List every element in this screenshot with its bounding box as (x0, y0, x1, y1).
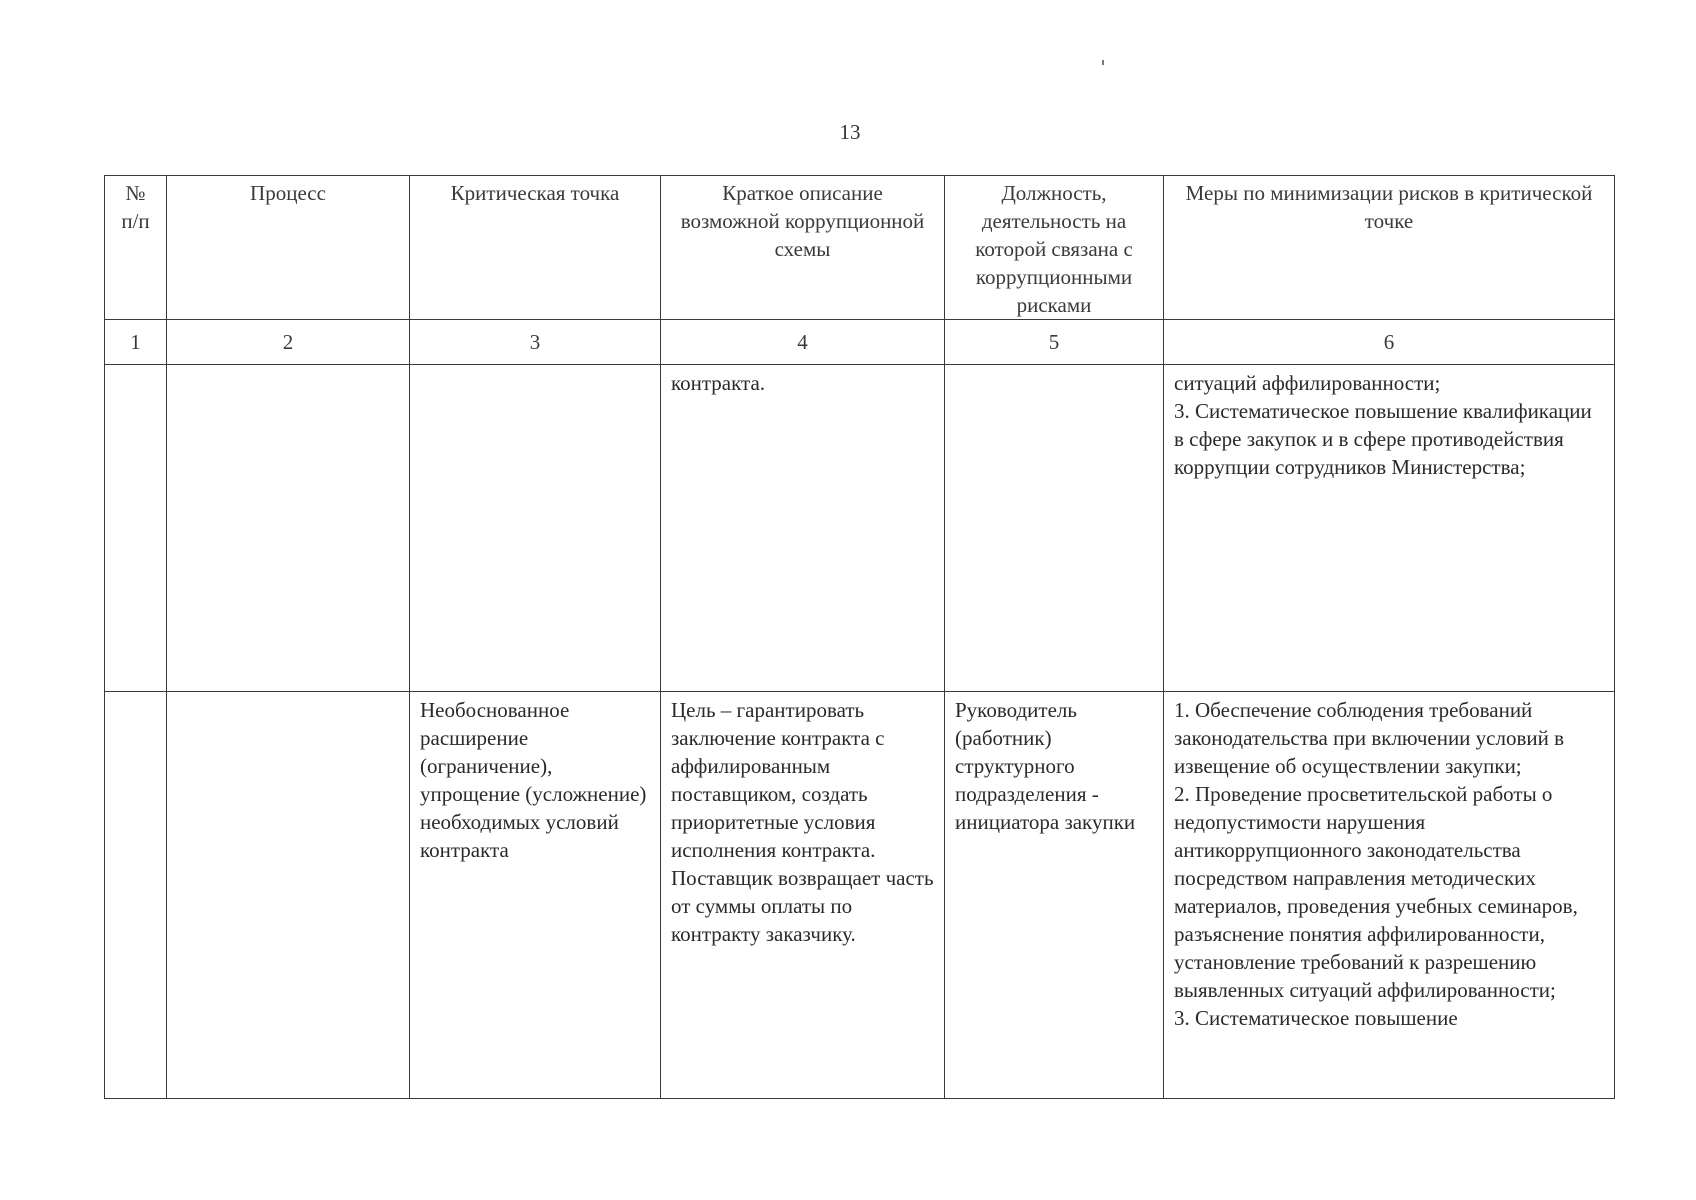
cell-process (167, 692, 410, 1099)
scan-speck (1102, 60, 1104, 65)
column-number-cell: 2 (167, 320, 410, 365)
cell-measures: 1. Обеспечение соблюдения требований законодательства при включении условий в извещение об осуществлении закупки; 2. Проведение просветительской работы о недопустимости нарушения антикоррупционного законодательства посредством направления методических материалов, проведения учебных семинаров, разъяснение понятия аффилированности, установление требований к разрешению выявленных ситуаций аффилированности; 3. Систематическое повышение (1164, 692, 1615, 1099)
header-cell-critical-point: Критическая точка (410, 176, 661, 320)
cell-position (945, 365, 1164, 692)
column-number-cell: 6 (1164, 320, 1615, 365)
page-number: 13 (839, 120, 861, 144)
header-cell-measures: Меры по минимизации рисков в критической точке (1164, 176, 1615, 320)
cell-scheme: контракта. (661, 365, 945, 692)
header-cell-position: Должность, деятельность на которой связана с коррупционными рисками (945, 176, 1164, 320)
column-number-cell: 3 (410, 320, 661, 365)
column-number-cell: 1 (105, 320, 167, 365)
header-cell-process: Процесс (167, 176, 410, 320)
header-cell-number: № п/п (105, 176, 167, 320)
column-number-row (105, 320, 1615, 365)
corruption-risk-table (104, 175, 1615, 1099)
cell-critical-point: Необоснованное расширение (ограничение), упрощение (усложнение) необходимых условий контракта (410, 692, 661, 1099)
cell-process (167, 365, 410, 692)
cell-critical-point (410, 365, 661, 692)
cell-number (105, 365, 167, 692)
header-cell-scheme: Краткое описание возможной коррупционной схемы (661, 176, 945, 320)
column-number-cell: 4 (661, 320, 945, 365)
cell-position: Руководитель (работник) структурного подразделения - инициатора закупки (945, 692, 1164, 1099)
column-number-cell: 5 (945, 320, 1164, 365)
table-header-row (105, 176, 1615, 320)
cell-measures: ситуаций аффилированности; 3. Систематическое повышение квалификации в сфере закупок и в сфере противодействия коррупции сотрудников Министерства; (1164, 365, 1615, 692)
table-row (105, 692, 1615, 1099)
cell-number (105, 692, 167, 1099)
cell-scheme: Цель – гарантировать заключение контракта с аффилированным поставщиком, создать приоритетные условия исполнения контракта. Поставщик возвращает часть от суммы оплаты по контракту заказчику. (661, 692, 945, 1099)
table-row (105, 365, 1615, 692)
